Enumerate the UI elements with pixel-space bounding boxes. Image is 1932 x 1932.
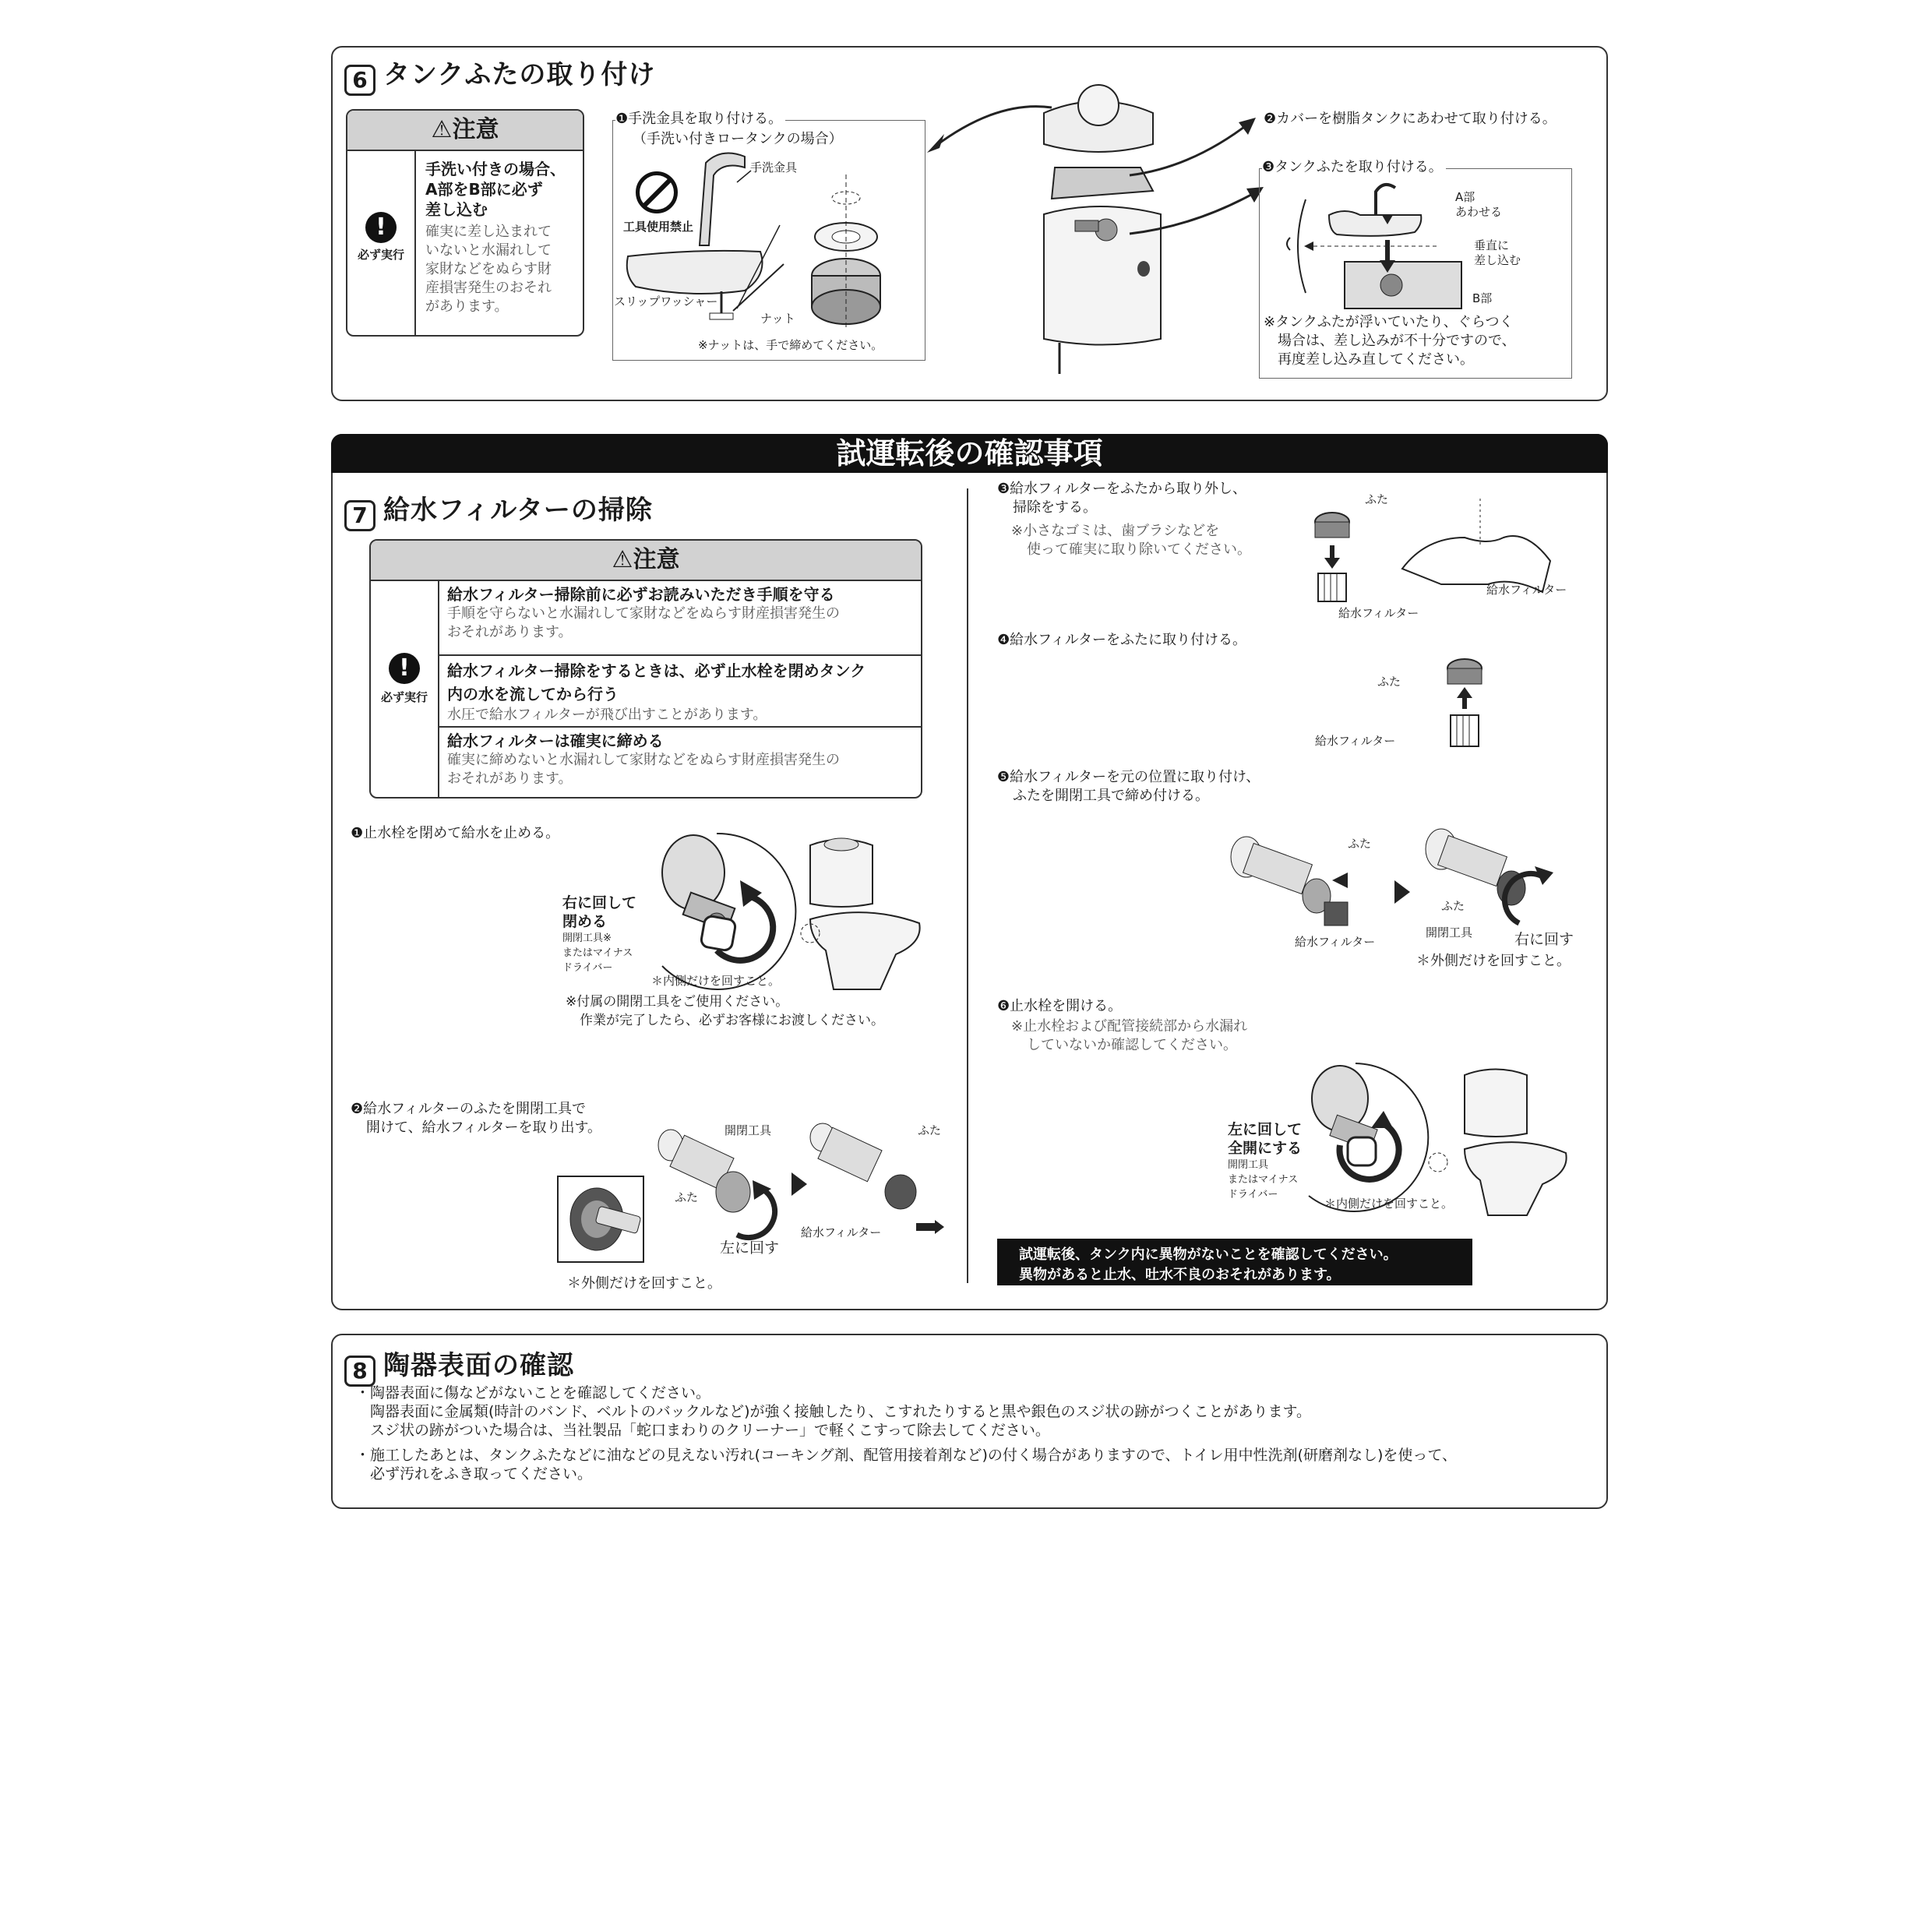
section-7-heading	[344, 488, 653, 531]
warning-icon: ⚠	[612, 546, 633, 573]
final-note-line: 試運転後、タンク内に異物がないことを確認してください。	[1019, 1246, 1398, 1263]
step3-title: ❸タンクふたを取り付ける。	[1262, 158, 1446, 177]
s4-lid-label: ふた	[1377, 675, 1401, 689]
caution-body-line: 家財などをぬらす財	[425, 261, 552, 277]
body-line: ・施工したあとは、タンクふたなどに油などの見えない汚れ(コーキング剤、配管用接着剤など)の付く場合がありますので、トイレ用中性洗剤(研磨剤なし)を使って、	[355, 1447, 1457, 1464]
slip-washer-label: スリップワッシャー	[614, 294, 718, 308]
s3-lid-label: ふた	[1365, 492, 1389, 506]
s2-lid-label: ふた	[675, 1190, 699, 1204]
s2-outer-note: ＊外側だけを回すこと。	[567, 1275, 721, 1292]
body-line: 必ず汚れをふき取ってください。	[355, 1465, 593, 1482]
final-note-box	[997, 1239, 1472, 1285]
nut-note: ※ナットは、手で締めてください。	[698, 338, 883, 352]
section-8-heading	[344, 1344, 574, 1387]
s2-filter-label: 給水フィルター	[801, 1225, 882, 1239]
s1-note: ※付属の開閉工具をご使用ください。 作業が完了したら、必ずお客様にお渡しください。	[566, 994, 884, 1028]
caution-row-body: おそれがあります。	[447, 624, 573, 640]
must-do-column	[347, 151, 416, 335]
filter-attach-illustration	[1433, 654, 1496, 756]
s3-note: ※小さなゴミは、歯ブラシなどを 使って確実に取り除いてください。	[1011, 523, 1251, 558]
nut-label: ナット	[760, 312, 795, 326]
caution-body-line: 確実に差し込まれて	[425, 224, 552, 240]
s2-left-label: 左に回す	[720, 1239, 780, 1257]
section-8-body	[355, 1384, 1457, 1483]
s6-inner-note: ＊内側だけを回すこと。	[1324, 1197, 1454, 1211]
caution-row-bold: 給水フィルターは確実に締める	[447, 732, 664, 750]
section-title: タンクふたの取り付け	[383, 59, 656, 90]
s3-filter-label: 給水フィルター	[1486, 583, 1567, 597]
curved-arrow	[1122, 113, 1262, 183]
vertical-label: 垂直に 差し込む	[1474, 238, 1521, 267]
section-title: 給水フィルターの掃除	[383, 495, 653, 526]
s2-tool-label: 開閉工具	[724, 1123, 772, 1137]
warning-icon: ⚠	[431, 116, 453, 143]
must-do-label: 必ず実行	[380, 690, 428, 704]
band-title: 試運転後の確認事項	[331, 434, 1608, 473]
open-valve-illustration	[1278, 1059, 1574, 1215]
s5-tool-label: 開閉工具	[1426, 925, 1473, 940]
section-title: 陶器表面の確認	[383, 1350, 574, 1381]
s6-note: ※止水栓および配管接続部から水漏れ していないか確認してください。	[1011, 1018, 1248, 1053]
faucet-illustration	[612, 120, 924, 359]
curved-arrow	[919, 93, 1059, 156]
tank-note: ※タンクふたが浮いていたり、ぐらつく 場合は、差し込みが不十分ですので、 再度差し込み直してください。	[1264, 314, 1516, 368]
s5-outer-note: ＊外側だけを回すこと。	[1416, 953, 1571, 969]
body-line: スジ状の跡がついた場合は、当社製品「蛇口まわりのクリーナー」で軽くこすって除去してください。	[355, 1422, 1050, 1439]
section-number: 8	[344, 1356, 375, 1387]
s5-right-label: 右に回す	[1514, 931, 1574, 948]
part-b-label: B部	[1472, 291, 1493, 305]
s2-title: ❷給水フィルターのふたを開閉工具で 開けて、給水フィルターを取り出す。	[351, 1101, 602, 1136]
s4-filter-label: 給水フィルター	[1315, 734, 1396, 748]
caution-header	[371, 541, 921, 581]
s5-lid-label: ふた	[1441, 899, 1465, 913]
faucet-label: 手洗金具	[750, 160, 798, 175]
s3-filter-label: 給水フィルター	[1338, 606, 1419, 620]
body-line: ・陶器表面に傷などがないことを確認してください。	[355, 1384, 711, 1401]
exclamation-icon: !	[365, 212, 397, 243]
no-tool-label: 工具使用禁止	[623, 220, 694, 234]
s6-turn-label: 左に回して 全開にする 開閉工具 またはマイナス ドライバー	[1228, 1121, 1303, 1200]
caution-body-line: 産損害発生のおそれ	[425, 280, 552, 296]
caution-box	[346, 109, 584, 337]
s5-filter-label: 給水フィルター	[1295, 935, 1376, 949]
must-do-label: 必ず実行	[357, 248, 404, 262]
must-do-column	[371, 581, 439, 797]
caution-row-bold: 内の水を流してから行う	[447, 685, 619, 703]
s6-title: ❻止水栓を開ける。	[997, 998, 1123, 1014]
step2-title: ❷カバーを樹脂タンクにあわせて取り付ける。	[1264, 111, 1557, 127]
caution-body-line: があります。	[425, 298, 509, 315]
column-divider	[967, 488, 968, 1283]
caution-bold-line: A部をB部に必ず	[425, 180, 543, 199]
section-number: 6	[344, 65, 375, 96]
s5-lid-label: ふた	[1348, 837, 1372, 851]
filter-cleaning-illustration	[1301, 499, 1605, 623]
s3-title: ❸給水フィルターをふたから取り外し、 掃除をする。	[997, 481, 1246, 516]
caution-header	[347, 111, 583, 151]
caution-row-body: 確実に締めないと水漏れして家財などをぬらす財産損害発生の	[447, 752, 840, 768]
caution-row-body: おそれがあります。	[447, 770, 573, 787]
row-divider	[438, 726, 921, 728]
caution-bold-line: 手洗い付きの場合、	[425, 160, 566, 178]
caution-box	[369, 539, 922, 799]
s5-title: ❺給水フィルターを元の位置に取り付け、 ふたを開閉工具で締め付ける。	[997, 769, 1260, 804]
s1-title: ❶止水栓を閉めて給水を止める。	[351, 825, 560, 841]
caution-row-body: 水圧で給水フィルターが飛び出すことがあります。	[447, 707, 767, 723]
s1-turn-label: 右に回して 閉める 開閉工具※ またはマイナス ドライバー	[562, 894, 637, 974]
row-divider	[438, 654, 921, 656]
caution-body-line: いないと水漏れして	[425, 242, 552, 259]
exclamation-icon: !	[389, 653, 420, 684]
step1-title: ❶手洗金具を取り付ける。	[615, 110, 785, 129]
section-6-heading	[344, 53, 655, 96]
s2-lid-label: ふた	[918, 1123, 942, 1137]
toilet-illustration	[787, 826, 927, 989]
body-line: 陶器表面に金属類(時計のバンド、ベルトのバックルなど)が強く接触したり、こすれたりすると黒や銀色のスジ状の跡がつくことがあります。	[355, 1403, 1312, 1420]
caution-row-bold: 給水フィルター掃除をするときは、必ず止水栓を閉めタンク	[447, 661, 866, 680]
caution-bold-line: 差し込む	[425, 200, 488, 219]
final-note-line: 異物があると止水、吐水不良のおそれがあります。	[1019, 1267, 1341, 1283]
step1-subtitle: （手洗い付きロータンクの場合）	[633, 131, 843, 147]
curved-arrow	[1122, 179, 1270, 242]
caution-row-body: 手順を守らないと水漏れして家財などをぬらす財産損害発生の	[447, 605, 840, 622]
s4-title: ❹給水フィルターをふたに取り付ける。	[997, 632, 1246, 648]
s1-inner-note: ＊内側だけを回すこと。	[651, 974, 781, 988]
caution-row-bold: 給水フィルター掃除前に必ずお読みいただき手順を守る	[447, 585, 835, 604]
caution-title: 注意	[633, 546, 680, 573]
part-a-label: A部 あわせる	[1455, 190, 1503, 219]
section-number: 7	[344, 500, 375, 531]
caution-title: 注意	[452, 116, 499, 143]
